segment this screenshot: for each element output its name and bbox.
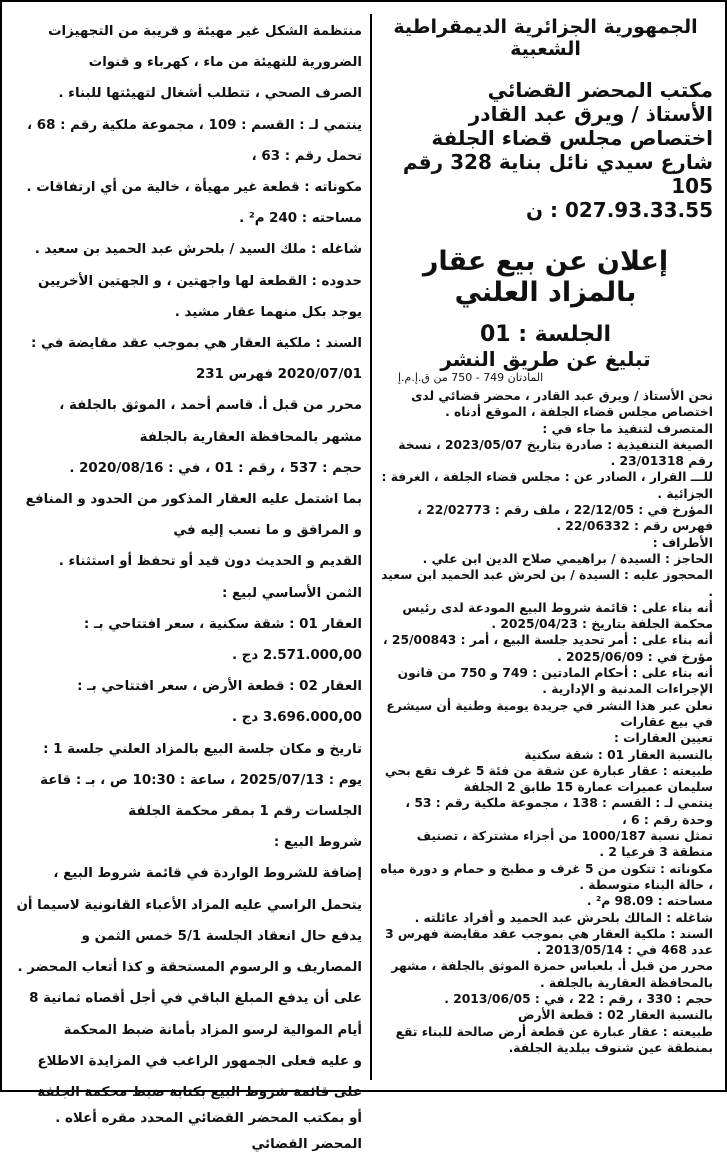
price-value-1: 2.571.000,00 دج . bbox=[231, 648, 362, 664]
paragraph: تاريخ و مكان جلسة البيع بالمزاد العلني جلسة 1 : bbox=[43, 741, 362, 757]
price-value-2: 3.696.000,00 دج . bbox=[231, 710, 362, 726]
office-address: شارع سيدي نائل بناية 328 رقم 105 bbox=[402, 150, 713, 198]
paragraph: حجم : 537 ، رقم : 01 ، في : 2020/08/16 . bbox=[69, 460, 362, 476]
paragraph: السند : ملكية العقار هي بموجب عقد مقايضة فهرس 3 عدد 468 في : 2013/05/14 . bbox=[385, 926, 713, 958]
paragraph: منتظمة الشكل غير مهيئة و قريبة من التجهيزات الضرورية للتهيئة من ماء ، كهرباء و قنوات bbox=[48, 24, 362, 71]
paragraph: شروط البيع : bbox=[273, 835, 362, 851]
paragraph: للـــ القرار ، الصادر عن : مجلس قضاء الجلفة ، الغرفة : الجزائية . bbox=[381, 470, 713, 501]
paragraph: مكوناته : تتكون من 5 غرف و مطبخ و حمام و دورة مياه ، حالة البناء متوسطة . bbox=[380, 861, 713, 892]
paragraph: نحن الأستاذ / ويرق عبد القادر ، محضر قضائي لدى اختصاص مجلس قضاء الجلفة ، الموقع أدناه . bbox=[411, 389, 713, 420]
paragraph: الصيغة التنفيذية : صادرة بتاريخ 2023/05/07 ، نسخة رقم 23/01318 . bbox=[398, 437, 713, 469]
paragraph: مساحته : 98.09 م² . bbox=[586, 894, 713, 909]
paragraph: بما اشتمل عليه العقار المذكور من الحدود و المنافع و المرافق و ما نسب إليه في bbox=[25, 492, 362, 539]
paragraph: أنه بناء على : أمر تحديد جلسة البيع ، أمر : 25/00843 ، مؤرخ في : 2025/06/09 . bbox=[382, 633, 713, 664]
paragraph: ينتمي لـ : القسم : 138 ، مجموعة ملكية رقم : 53 ، وحدة رقم : 6 ، bbox=[405, 796, 713, 827]
office-name: مكتب المحضر القضائي bbox=[487, 78, 713, 102]
publication-notice: تبليغ عن طريق النشر bbox=[440, 347, 651, 371]
paragraph: على أن يدفع المبلغ الباقي في أجل أقصاه ثمانية 8 أيام الموالية لرسو المزاد بأمانة ضبط المحكمة bbox=[29, 991, 362, 1038]
paragraph: شاغله : المالك بلحرش عبد الحميد و أفراد عائلته . bbox=[414, 910, 713, 925]
paragraph: المتصرف لتنفيذ ما جاء في : bbox=[542, 421, 713, 436]
paragraph: طبيعته : عقار عبارة عن قطعة أرض صالحة للبناء تقع بمنطقة عين شنوف ببلدية الجلفة. bbox=[395, 1024, 713, 1055]
paragraph: إضافة للشروط الواردة في قائمة شروط البيع ، يتحمل الراسي عليه المزاد الأعباء القانونية لاسيما أن يدفع حال انعقاد الجلسة 5/1 خمس الثمن و المصاريف و الرسوم المستحقة و كذا أتعاب المحضر . bbox=[16, 866, 362, 976]
paragraph: القديم و الحديث دون قيد أو تحفظ أو استثناء . bbox=[58, 554, 362, 570]
legal-articles: المادتان 749 - 750 من ق.إ.م.إ bbox=[398, 371, 544, 384]
paragraph: تعيين العقارات : bbox=[613, 731, 713, 746]
paragraph: محرر من قبل أ. بلعباس حمزة الموثق بالجلفة ، مشهر بالمحافظة العقارية بالجلفة . bbox=[391, 959, 713, 990]
paragraph: المؤرخ في : 22/12/05 ، ملف رقم : 22/02773 ، فهرس رقم : 22/06332 . bbox=[417, 503, 713, 534]
office-phone: 027.93.33.55 : ن bbox=[525, 198, 713, 222]
paragraph: تمثل نسبة 1000/187 من أجزاء مشتركة ، تصنيف منطقة 3 فرعيا 2 . bbox=[416, 829, 713, 860]
paragraph: أنه بناء على : قائمة شروط البيع المودعة لدى رئيس محكمة الجلفة بتاريخ : 2025/04/23 . bbox=[402, 600, 713, 632]
paragraph: الصرف الصحي ، تتطلب أشغال لتهيئتها للبناء . bbox=[58, 86, 362, 102]
paragraph: أنه بناء على : أحكام المادتين : 749 و 750 من قانون الإجراءات المدنية و الإدارية . bbox=[397, 666, 713, 697]
paragraph: الثمن الأساسي لبيع : bbox=[221, 585, 362, 601]
price-label-1: العقار 01 : شقة سكنية ، سعر افتتاحي بـ : bbox=[83, 616, 362, 632]
paragraph: مساحته : 240 م² . bbox=[239, 211, 362, 227]
paragraph: ينتمي لـ : القسم : 109 ، مجموعة ملكية رقم : 68 ، تحمل رقم : 63 ، bbox=[27, 117, 362, 164]
paragraph: طبيعته : عقار عبارة عن شقة من فئة 5 غرف تقع بحي سليمان عميرات عمارة 15 طابق 2 الجلفة bbox=[384, 763, 713, 795]
price-label-2: العقار 02 : قطعة الأرض ، سعر افتتاحي بـ : bbox=[77, 679, 362, 695]
notice-title: إعلان عن بيع عقار بالمزاد العلني bbox=[422, 246, 669, 308]
paragraph: أو بمكتب المحضر القضائي المحدد مقره أعلاه . bbox=[55, 1111, 362, 1127]
paragraph: بالنسبة العقار 01 : شقة سكنية bbox=[524, 747, 713, 762]
paragraph: و عليه فعلى الجمهور الراغب في المزايدة الاطلاع على قائمة شروط البيع بكتابة ضبط محكمة الجلفة bbox=[37, 1053, 362, 1100]
signature-label: المحضر القضائي bbox=[251, 1137, 362, 1153]
paragraph: المحجوز عليه : السيدة / بن لحرش عبد الحميد ابن سعيد . bbox=[381, 568, 713, 599]
paragraph: السند : ملكية العقار هي بموجب عقد مقايضة في : 2020/07/01 فهرس 231 bbox=[31, 336, 362, 383]
office-block bbox=[378, 78, 713, 222]
paragraph: حجم : 330 ، رقم : 22 ، في : 2013/06/05 . bbox=[444, 991, 713, 1006]
session-number: الجلسة : 01 bbox=[479, 322, 612, 347]
left-column bbox=[16, 16, 362, 1153]
paragraph: حدوده : القطعة لها واجهتين ، و الجهتين الأخريين يوجد بكل منهما عقار مشيد . bbox=[38, 273, 362, 320]
jurisdiction: اختصاص مجلس قضاء الجلفة bbox=[431, 126, 713, 150]
republic-header: الجمهورية الجزائرية الديمقراطية الشعبية bbox=[393, 16, 698, 60]
paragraph: مكوناته : قطعة غير مهيأة ، خالية من أي ارتفاقات . bbox=[26, 180, 362, 196]
auction-date: يوم : 2025/07/13 ، ساعة : 10:30 ص ، بـ : قاعة الجلسات رقم 1 بمقر محكمة الجلفة bbox=[40, 772, 362, 820]
paragraph: الأطراف : bbox=[652, 535, 713, 550]
bailiff-name: الأستاذ / ويرق عبد القادر bbox=[468, 102, 713, 126]
paragraph: محرر من قبل أ. قاسم أحمد ، الموثق بالجلفة ، مشهر بالمحافظة العقارية بالجلفة bbox=[59, 398, 362, 445]
paragraph: بالنسبة العقار 02 : قطعة الأرض bbox=[517, 1008, 713, 1023]
column-divider bbox=[370, 14, 372, 1080]
paragraph: نعلن عبر هذا النشر في جريدة يومية وطنية أن سيشرع في بيع عقارات bbox=[386, 698, 713, 729]
paragraph: الحاجز : السيدة / براهيمي صلاح الدين ابن علي . bbox=[422, 551, 713, 566]
paragraph: شاغله : ملك السيد / بلحرش عبد الحميد بن سعيد . bbox=[34, 242, 362, 258]
right-column bbox=[378, 16, 713, 1080]
